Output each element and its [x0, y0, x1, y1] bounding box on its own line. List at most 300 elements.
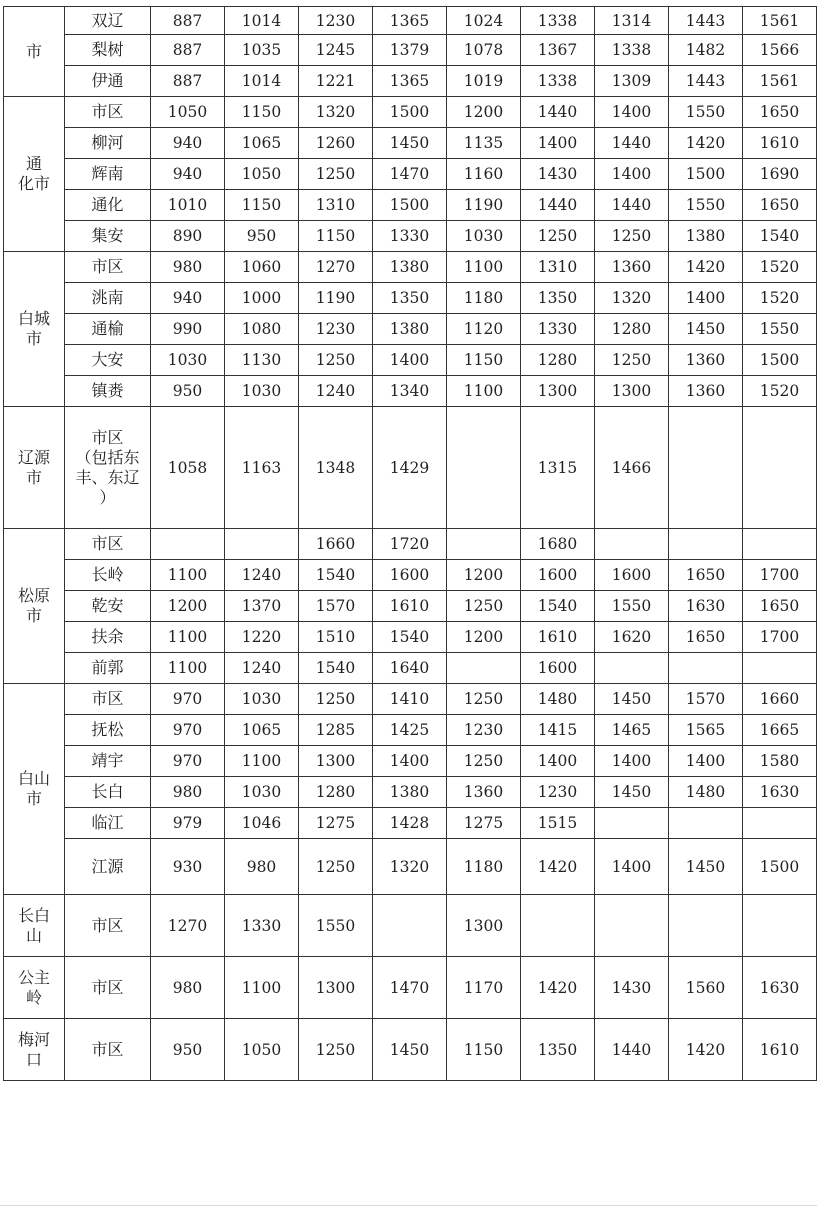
value-cell: 950: [151, 376, 225, 407]
value-cell: 887: [151, 66, 225, 97]
value-cell: 1300: [595, 376, 669, 407]
district-cell: [65, 591, 151, 622]
value-cell: 1170: [447, 957, 521, 1019]
district-cell: [65, 777, 151, 808]
value-cell: 1180: [447, 283, 521, 314]
district-name: 靖宇: [91, 751, 124, 770]
value-cell: 1365: [373, 66, 447, 97]
value-cell: 1465: [595, 715, 669, 746]
value-cell: 1285: [299, 715, 373, 746]
value-cell: 1100: [225, 746, 299, 777]
value-cell: [447, 653, 521, 684]
value-cell: 1100: [225, 957, 299, 1019]
value-cell: 1600: [595, 560, 669, 591]
value-cell: 1650: [743, 97, 817, 128]
value-cell: 1310: [299, 190, 373, 221]
value-cell: 1200: [151, 591, 225, 622]
value-cell: 1280: [521, 345, 595, 376]
value-cell: 1014: [225, 7, 299, 35]
table-row: [4, 35, 817, 66]
table-row: [4, 345, 817, 376]
value-cell: 1130: [225, 345, 299, 376]
value-cell: 1420: [521, 957, 595, 1019]
value-cell: 1660: [743, 684, 817, 715]
value-cell: 1400: [595, 746, 669, 777]
city-cell: [4, 407, 65, 529]
value-cell: 1024: [447, 7, 521, 35]
district-cell: [65, 252, 151, 283]
value-cell: 1540: [743, 221, 817, 252]
value-cell: 1420: [669, 128, 743, 159]
value-cell: 1500: [743, 345, 817, 376]
value-cell: 1540: [299, 560, 373, 591]
value-cell: 1250: [521, 221, 595, 252]
table-row: [4, 746, 817, 777]
page-bottom-divider: [0, 1205, 817, 1206]
value-cell: 940: [151, 159, 225, 190]
district-name: 市区: [91, 977, 124, 997]
district-cell: [65, 314, 151, 345]
value-cell: 1610: [743, 128, 817, 159]
city-name: 公主 岭: [17, 967, 50, 1007]
value-cell: 1380: [669, 221, 743, 252]
table-row: [4, 622, 817, 653]
value-cell: 1380: [373, 314, 447, 345]
district-cell: [65, 622, 151, 653]
value-cell: 1275: [447, 808, 521, 839]
value-cell: 1360: [669, 345, 743, 376]
value-cell: 1163: [225, 407, 299, 529]
value-cell: 1314: [595, 7, 669, 35]
district-name: 市区: [91, 102, 124, 121]
value-cell: 1470: [373, 957, 447, 1019]
value-cell: 1680: [521, 529, 595, 560]
value-cell: 1400: [669, 746, 743, 777]
value-cell: 1250: [447, 684, 521, 715]
value-cell: 1150: [447, 1019, 521, 1081]
value-cell: [225, 529, 299, 560]
value-cell: 980: [151, 252, 225, 283]
value-cell: 1400: [595, 97, 669, 128]
value-cell: 1630: [743, 777, 817, 808]
district-cell: [65, 957, 151, 1019]
table-row: [4, 7, 817, 35]
value-cell: 887: [151, 7, 225, 35]
value-cell: 1400: [373, 746, 447, 777]
value-cell: 980: [151, 777, 225, 808]
district-name: 集安: [91, 226, 124, 245]
city-name: 梅河 口: [17, 1029, 50, 1069]
city-name: 白城 市: [17, 309, 50, 348]
district-name: 通化: [91, 195, 124, 214]
value-cell: 1230: [447, 715, 521, 746]
value-cell: 1250: [299, 839, 373, 895]
value-cell: 1420: [521, 839, 595, 895]
value-cell: 950: [151, 1019, 225, 1081]
value-cell: [373, 895, 447, 957]
district-name: 镇赉: [91, 381, 124, 400]
value-cell: 1540: [373, 622, 447, 653]
value-cell: 1330: [373, 221, 447, 252]
value-cell: 1500: [669, 159, 743, 190]
value-cell: 1190: [299, 283, 373, 314]
district-name: 江源: [91, 856, 124, 876]
table-row: [4, 684, 817, 715]
district-name: 长白: [91, 782, 124, 801]
value-cell: 1500: [373, 97, 447, 128]
value-cell: 1428: [373, 808, 447, 839]
value-cell: 1560: [669, 957, 743, 1019]
value-cell: 1030: [151, 345, 225, 376]
district-name: 市区: [91, 534, 124, 553]
value-cell: [595, 529, 669, 560]
value-cell: 1425: [373, 715, 447, 746]
value-cell: 1150: [447, 345, 521, 376]
district-cell: [65, 715, 151, 746]
value-cell: 980: [151, 957, 225, 1019]
value-cell: 1230: [299, 7, 373, 35]
district-cell: [65, 653, 151, 684]
table-row: [4, 221, 817, 252]
value-cell: 1550: [595, 591, 669, 622]
value-cell: 1420: [669, 252, 743, 283]
table-row: [4, 159, 817, 190]
district-name: 市区: [91, 915, 124, 935]
value-cell: 1240: [225, 653, 299, 684]
value-cell: [743, 653, 817, 684]
value-cell: 1338: [595, 35, 669, 66]
value-cell: [595, 808, 669, 839]
value-cell: 1014: [225, 66, 299, 97]
value-cell: [669, 407, 743, 529]
value-cell: 1660: [299, 529, 373, 560]
value-cell: 1058: [151, 407, 225, 529]
city-name: 辽源 市: [17, 447, 50, 487]
table-row: [4, 560, 817, 591]
value-cell: 1250: [447, 746, 521, 777]
value-cell: 1280: [595, 314, 669, 345]
value-cell: 1367: [521, 35, 595, 66]
value-cell: 979: [151, 808, 225, 839]
district-cell: [65, 560, 151, 591]
value-cell: 1310: [521, 252, 595, 283]
value-cell: 1030: [225, 376, 299, 407]
city-cell: [4, 957, 65, 1019]
value-cell: 1561: [743, 66, 817, 97]
value-cell: 1350: [521, 283, 595, 314]
value-cell: 1565: [669, 715, 743, 746]
value-cell: 1440: [595, 190, 669, 221]
value-cell: 1430: [521, 159, 595, 190]
value-cell: 1360: [669, 376, 743, 407]
value-cell: 1400: [373, 345, 447, 376]
value-cell: [447, 529, 521, 560]
district-name: 大安: [91, 350, 124, 369]
city-cell: [4, 1019, 65, 1081]
district-cell: [65, 529, 151, 560]
value-cell: 1190: [447, 190, 521, 221]
value-cell: [669, 653, 743, 684]
value-cell: 1520: [743, 252, 817, 283]
value-cell: 1450: [669, 314, 743, 345]
value-cell: 1330: [521, 314, 595, 345]
district-cell: [65, 7, 151, 35]
table-row: [4, 314, 817, 345]
value-cell: 1410: [373, 684, 447, 715]
value-cell: 1250: [595, 345, 669, 376]
value-cell: 1300: [521, 376, 595, 407]
value-cell: 1150: [299, 221, 373, 252]
value-cell: 1566: [743, 35, 817, 66]
value-cell: 1150: [225, 190, 299, 221]
table-row: [4, 66, 817, 97]
district-name: 长岭: [91, 565, 124, 584]
value-cell: 1400: [595, 839, 669, 895]
value-cell: 1365: [373, 7, 447, 35]
district-cell: [65, 1019, 151, 1081]
value-cell: 1250: [299, 345, 373, 376]
value-cell: 1200: [447, 97, 521, 128]
district-cell: [65, 190, 151, 221]
table-row: [4, 376, 817, 407]
table-row: [4, 653, 817, 684]
value-cell: 1100: [151, 653, 225, 684]
value-cell: 1440: [521, 190, 595, 221]
value-cell: 1300: [299, 957, 373, 1019]
value-cell: 1540: [521, 591, 595, 622]
value-cell: 1050: [225, 1019, 299, 1081]
district-name: 市区: [91, 1039, 124, 1059]
value-cell: 1338: [521, 66, 595, 97]
value-cell: 1046: [225, 808, 299, 839]
value-cell: 1420: [669, 1019, 743, 1081]
value-cell: 1610: [373, 591, 447, 622]
value-cell: 1230: [521, 777, 595, 808]
value-cell: 1135: [447, 128, 521, 159]
value-cell: [151, 529, 225, 560]
value-cell: 1065: [225, 715, 299, 746]
value-cell: 980: [225, 839, 299, 895]
district-name: 伊通: [91, 71, 124, 90]
value-cell: 1000: [225, 283, 299, 314]
value-cell: 1480: [521, 684, 595, 715]
value-cell: 1380: [373, 252, 447, 283]
value-cell: 1600: [373, 560, 447, 591]
table-row: [4, 715, 817, 746]
value-cell: 1550: [669, 97, 743, 128]
value-cell: 970: [151, 684, 225, 715]
value-cell: 1443: [669, 7, 743, 35]
value-cell: 1630: [743, 957, 817, 1019]
value-cell: 930: [151, 839, 225, 895]
value-cell: 1500: [373, 190, 447, 221]
district-cell: [65, 128, 151, 159]
value-cell: 1650: [669, 560, 743, 591]
value-cell: 1030: [225, 684, 299, 715]
value-cell: 1620: [595, 622, 669, 653]
value-cell: 1300: [447, 895, 521, 957]
value-cell: 1450: [373, 128, 447, 159]
value-cell: 1415: [521, 715, 595, 746]
value-cell: 970: [151, 746, 225, 777]
table-row: [4, 190, 817, 221]
value-cell: 1150: [225, 97, 299, 128]
city-cell: [4, 684, 65, 895]
value-cell: 1160: [447, 159, 521, 190]
table-row: [4, 407, 817, 529]
value-cell: 1400: [669, 283, 743, 314]
value-cell: 1480: [669, 777, 743, 808]
city-name: 松原 市: [17, 586, 50, 625]
district-cell: [65, 376, 151, 407]
value-cell: 1270: [299, 252, 373, 283]
value-cell: [743, 529, 817, 560]
value-cell: 1120: [447, 314, 521, 345]
value-cell: 1690: [743, 159, 817, 190]
value-cell: 1470: [373, 159, 447, 190]
district-cell: [65, 407, 151, 529]
value-cell: 1400: [521, 746, 595, 777]
district-name: 市区 （包括东 丰、东辽 ）: [75, 427, 140, 507]
table-row: [4, 777, 817, 808]
value-cell: 940: [151, 283, 225, 314]
city-name: 长白 山: [17, 905, 50, 945]
district-name: 市区: [91, 257, 124, 276]
value-cell: 1370: [225, 591, 299, 622]
value-cell: 1520: [743, 376, 817, 407]
value-cell: [669, 808, 743, 839]
value-cell: 1230: [299, 314, 373, 345]
value-cell: 1570: [669, 684, 743, 715]
city-cell: [4, 252, 65, 407]
table-row: [4, 252, 817, 283]
value-cell: 1065: [225, 128, 299, 159]
value-cell: 940: [151, 128, 225, 159]
district-name: 乾安: [91, 596, 124, 615]
value-cell: 1250: [447, 591, 521, 622]
value-cell: 1520: [743, 283, 817, 314]
value-cell: 1270: [151, 895, 225, 957]
district-name: 市区: [91, 689, 124, 708]
value-cell: 1450: [595, 684, 669, 715]
district-name: 抚松: [91, 720, 124, 739]
price-table: [3, 6, 817, 1081]
value-cell: 1250: [595, 221, 669, 252]
table-row: [4, 839, 817, 895]
value-cell: 1360: [595, 252, 669, 283]
value-cell: 1515: [521, 808, 595, 839]
district-name: 扶余: [91, 627, 124, 646]
value-cell: 1400: [521, 128, 595, 159]
district-name: 柳河: [91, 133, 124, 152]
value-cell: 1440: [595, 1019, 669, 1081]
value-cell: 1440: [595, 128, 669, 159]
district-cell: [65, 159, 151, 190]
value-cell: [743, 407, 817, 529]
value-cell: 1443: [669, 66, 743, 97]
value-cell: 1315: [521, 407, 595, 529]
district-cell: [65, 895, 151, 957]
value-cell: 1720: [373, 529, 447, 560]
value-cell: 1010: [151, 190, 225, 221]
value-cell: 1380: [373, 777, 447, 808]
district-name: 前郭: [91, 658, 124, 677]
value-cell: 1100: [151, 622, 225, 653]
value-cell: 1630: [669, 591, 743, 622]
district-cell: [65, 283, 151, 314]
district-name: 临江: [91, 813, 124, 832]
value-cell: 1430: [595, 957, 669, 1019]
value-cell: 1348: [299, 407, 373, 529]
value-cell: 1650: [743, 190, 817, 221]
value-cell: 950: [225, 221, 299, 252]
district-cell: [65, 221, 151, 252]
value-cell: 1482: [669, 35, 743, 66]
value-cell: [595, 895, 669, 957]
value-cell: 1338: [521, 7, 595, 35]
district-cell: [65, 839, 151, 895]
table-row: [4, 529, 817, 560]
value-cell: 1250: [299, 159, 373, 190]
value-cell: [521, 895, 595, 957]
district-name: 梨树: [91, 40, 124, 59]
city-name: 通 化市: [17, 154, 50, 193]
value-cell: 1500: [743, 839, 817, 895]
value-cell: 1050: [151, 97, 225, 128]
value-cell: 1379: [373, 35, 447, 66]
value-cell: 1280: [299, 777, 373, 808]
district-name: 洮南: [91, 288, 124, 307]
district-name: 辉南: [91, 164, 124, 183]
value-cell: 1035: [225, 35, 299, 66]
value-cell: 1580: [743, 746, 817, 777]
value-cell: 1570: [299, 591, 373, 622]
table-row: [4, 283, 817, 314]
value-cell: 1550: [743, 314, 817, 345]
value-cell: 1450: [373, 1019, 447, 1081]
value-cell: 1440: [521, 97, 595, 128]
table-row: [4, 128, 817, 159]
value-cell: 1640: [373, 653, 447, 684]
table-row: [4, 895, 817, 957]
value-cell: 1080: [225, 314, 299, 345]
value-cell: 1078: [447, 35, 521, 66]
value-cell: 890: [151, 221, 225, 252]
value-cell: 1050: [225, 159, 299, 190]
district-cell: [65, 97, 151, 128]
value-cell: 1180: [447, 839, 521, 895]
value-cell: 1340: [373, 376, 447, 407]
value-cell: 1320: [595, 283, 669, 314]
district-cell: [65, 66, 151, 97]
value-cell: 1250: [299, 1019, 373, 1081]
value-cell: 1429: [373, 407, 447, 529]
value-cell: 1060: [225, 252, 299, 283]
value-cell: 1350: [521, 1019, 595, 1081]
table-row: [4, 957, 817, 1019]
city-cell: [4, 895, 65, 957]
value-cell: 1700: [743, 622, 817, 653]
value-cell: 1610: [743, 1019, 817, 1081]
value-cell: 1300: [299, 746, 373, 777]
value-cell: [743, 808, 817, 839]
city-name: 市: [25, 41, 42, 61]
value-cell: 1220: [225, 622, 299, 653]
city-cell: [4, 529, 65, 684]
district-name: 通榆: [91, 319, 124, 338]
value-cell: 1360: [447, 777, 521, 808]
value-cell: 1350: [373, 283, 447, 314]
